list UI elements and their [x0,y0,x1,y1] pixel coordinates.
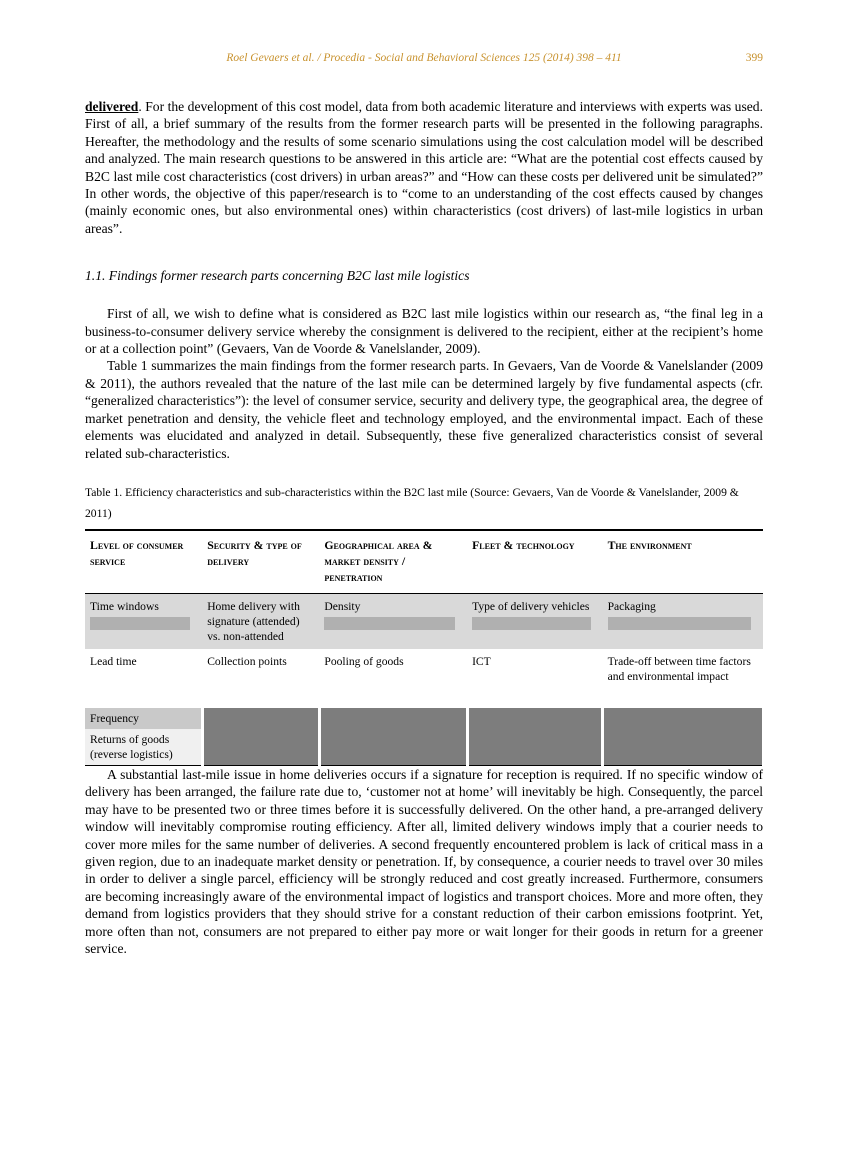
table-cell [319,649,467,703]
cell-text: Home delivery with signature (attended) vs. non-attended [207,599,300,643]
paragraph-table-summary: Table 1 summarizes the main findings from the former research parts. In Gevaers, Van de Voorde & Vanelslander (2009 & 2011), the authors revealed that the nature of the last mile can be determined largely by five fundamental aspects (cfr. “generalized characteristics”): the level of consumer service, security and delivery type, the geographical area, the degree of market penetration and density, the vehicle fleet and technology employed, and the environmental impact. Each of these elements was elucidated and analyzed in detail. Subsequently, these five generalized characteristics consist of several related sub-characteristics. [85,358,763,461]
placeholder-bar [472,617,591,630]
paragraph-intro [85,98,763,237]
page-number: 399 [745,52,763,64]
cell-text: Collection points [207,654,287,668]
table-cell [85,593,202,649]
table-row [85,593,763,649]
cell-text: Trade-off between time factors and environmental impact [607,654,751,683]
running-head [85,52,763,64]
placeholder-bar [608,617,751,630]
placeholder-bar [90,617,190,630]
table-cell [603,703,763,729]
table-row [85,649,763,703]
cell-text: Pooling of goods [324,654,404,668]
table-body [85,593,763,766]
table-cell [319,703,467,729]
table-cell [603,649,763,703]
cell-text: Returns of goods (reverse logistics) [90,732,173,761]
lead-word: delivered [85,99,139,114]
paragraph-discussion: A substantial last-mile issue in home deliveries occurs if a signature for reception is required. If no specific window of delivery has been arranged, the failure rate due to, ‘customer not at home’ will inevitably be high. Consequently, the parcel may have to be presented two or three times before it is successfully delivered. On the other hand, a pre-arranged delivery window will inevitably compromise routing efficiency. After all, limited delivery windows imply that a courier needs to cover more miles for the same number of deliveries. A second frequently encountered problem is lack of critical mass in a given region, due to an inadequate market density or penetration. If, by consequence, a courier needs to travel over 30 miles in order to deliver a single parcel, efficiency will be strongly reduced and cost greatly increased. Furthermore, consumers are becoming increasingly aware of the environmental impact of logistics and transport choices. More and more often, they demand from logistics providers that they should strive for a constant reduction of their carbon emissions footprint. Yet, more often than not, consumers are not prepared to either pay more or wait longer for their goods in return for a greener service. [85,767,763,957]
table-cell [202,703,319,729]
table-cell [603,729,763,766]
characteristics-table [85,529,763,766]
cell-text: Frequency [90,711,139,725]
citation-text: Roel Gevaers et al. / Procedia - Social and Behavioral Sciences 125 (2014) 398 – 411 [226,52,622,64]
table-cell [467,649,603,703]
table-cell [85,703,202,729]
paragraph-intro-text: . For the development of this cost model, data from both academic literature and interviews with experts was used. First of all, a brief summary of the results from the former research parts will be presented in the following paragraphs. Hereafter, the methodology and the results of some scenario simulations using the cost calculation model will be described and analyzed. The main research questions to be answered in this article are: “What are the potential cost effects caused by B2C last mile cost characteristics (cost drivers) in urban areas?” and “How can these costs per delivered unit be simulated?” In other words, the objective of this paper/research is to “come to an understanding of the cost effects caused by changes (mainly economic ones, but also environmental ones) within characteristics (cost drivers) of last-mile logistics in urban areas”. [85,99,763,236]
table-cell [202,593,319,649]
table-cell [202,729,319,766]
table-caption: Table 1. Efficiency characteristics and sub-characteristics within the B2C last mile (Source: Gevaers, Van de Voorde & Vanelslander, 2009 & 2011) [85,485,739,521]
table-cell [467,703,603,729]
table-cell [467,729,603,766]
column-header: Fleet & technology [472,537,575,552]
table-cell [319,593,467,649]
paragraph-definition: First of all, we wish to define what is considered as B2C last mile logistics within our research as, “the final leg in a business-to-consumer delivery service whereby the consignment is delivered to the recipient, either at the recipient’s home or at a collection point” (Gevaers, Van de Voorde & Vanelslander, 2009). [85,306,763,357]
table-cell [603,593,763,649]
cell-text: Type of delivery vehicles [472,599,590,613]
placeholder-bar [324,617,455,630]
column-header: The environment [607,537,692,552]
cell-text: Lead time [90,654,137,668]
table-row [85,729,763,766]
cell-text: Packaging [607,599,656,613]
table-cell [85,649,202,703]
table-cell [202,649,319,703]
table-cell [85,729,202,766]
table-header-row [85,530,763,593]
cell-text: ICT [472,654,491,668]
section-heading: 1.1. Findings former research parts concerning B2C last mile logistics [85,268,470,284]
column-header: Level of consumer service [90,537,184,568]
table-cell [319,729,467,766]
table-cell [467,593,603,649]
column-header: Geographical area & market density / penetration [324,537,433,584]
table-row [85,703,763,729]
column-header: Security & type of delivery [207,537,302,568]
cell-text: Time windows [90,599,159,613]
cell-text: Density [324,599,361,613]
